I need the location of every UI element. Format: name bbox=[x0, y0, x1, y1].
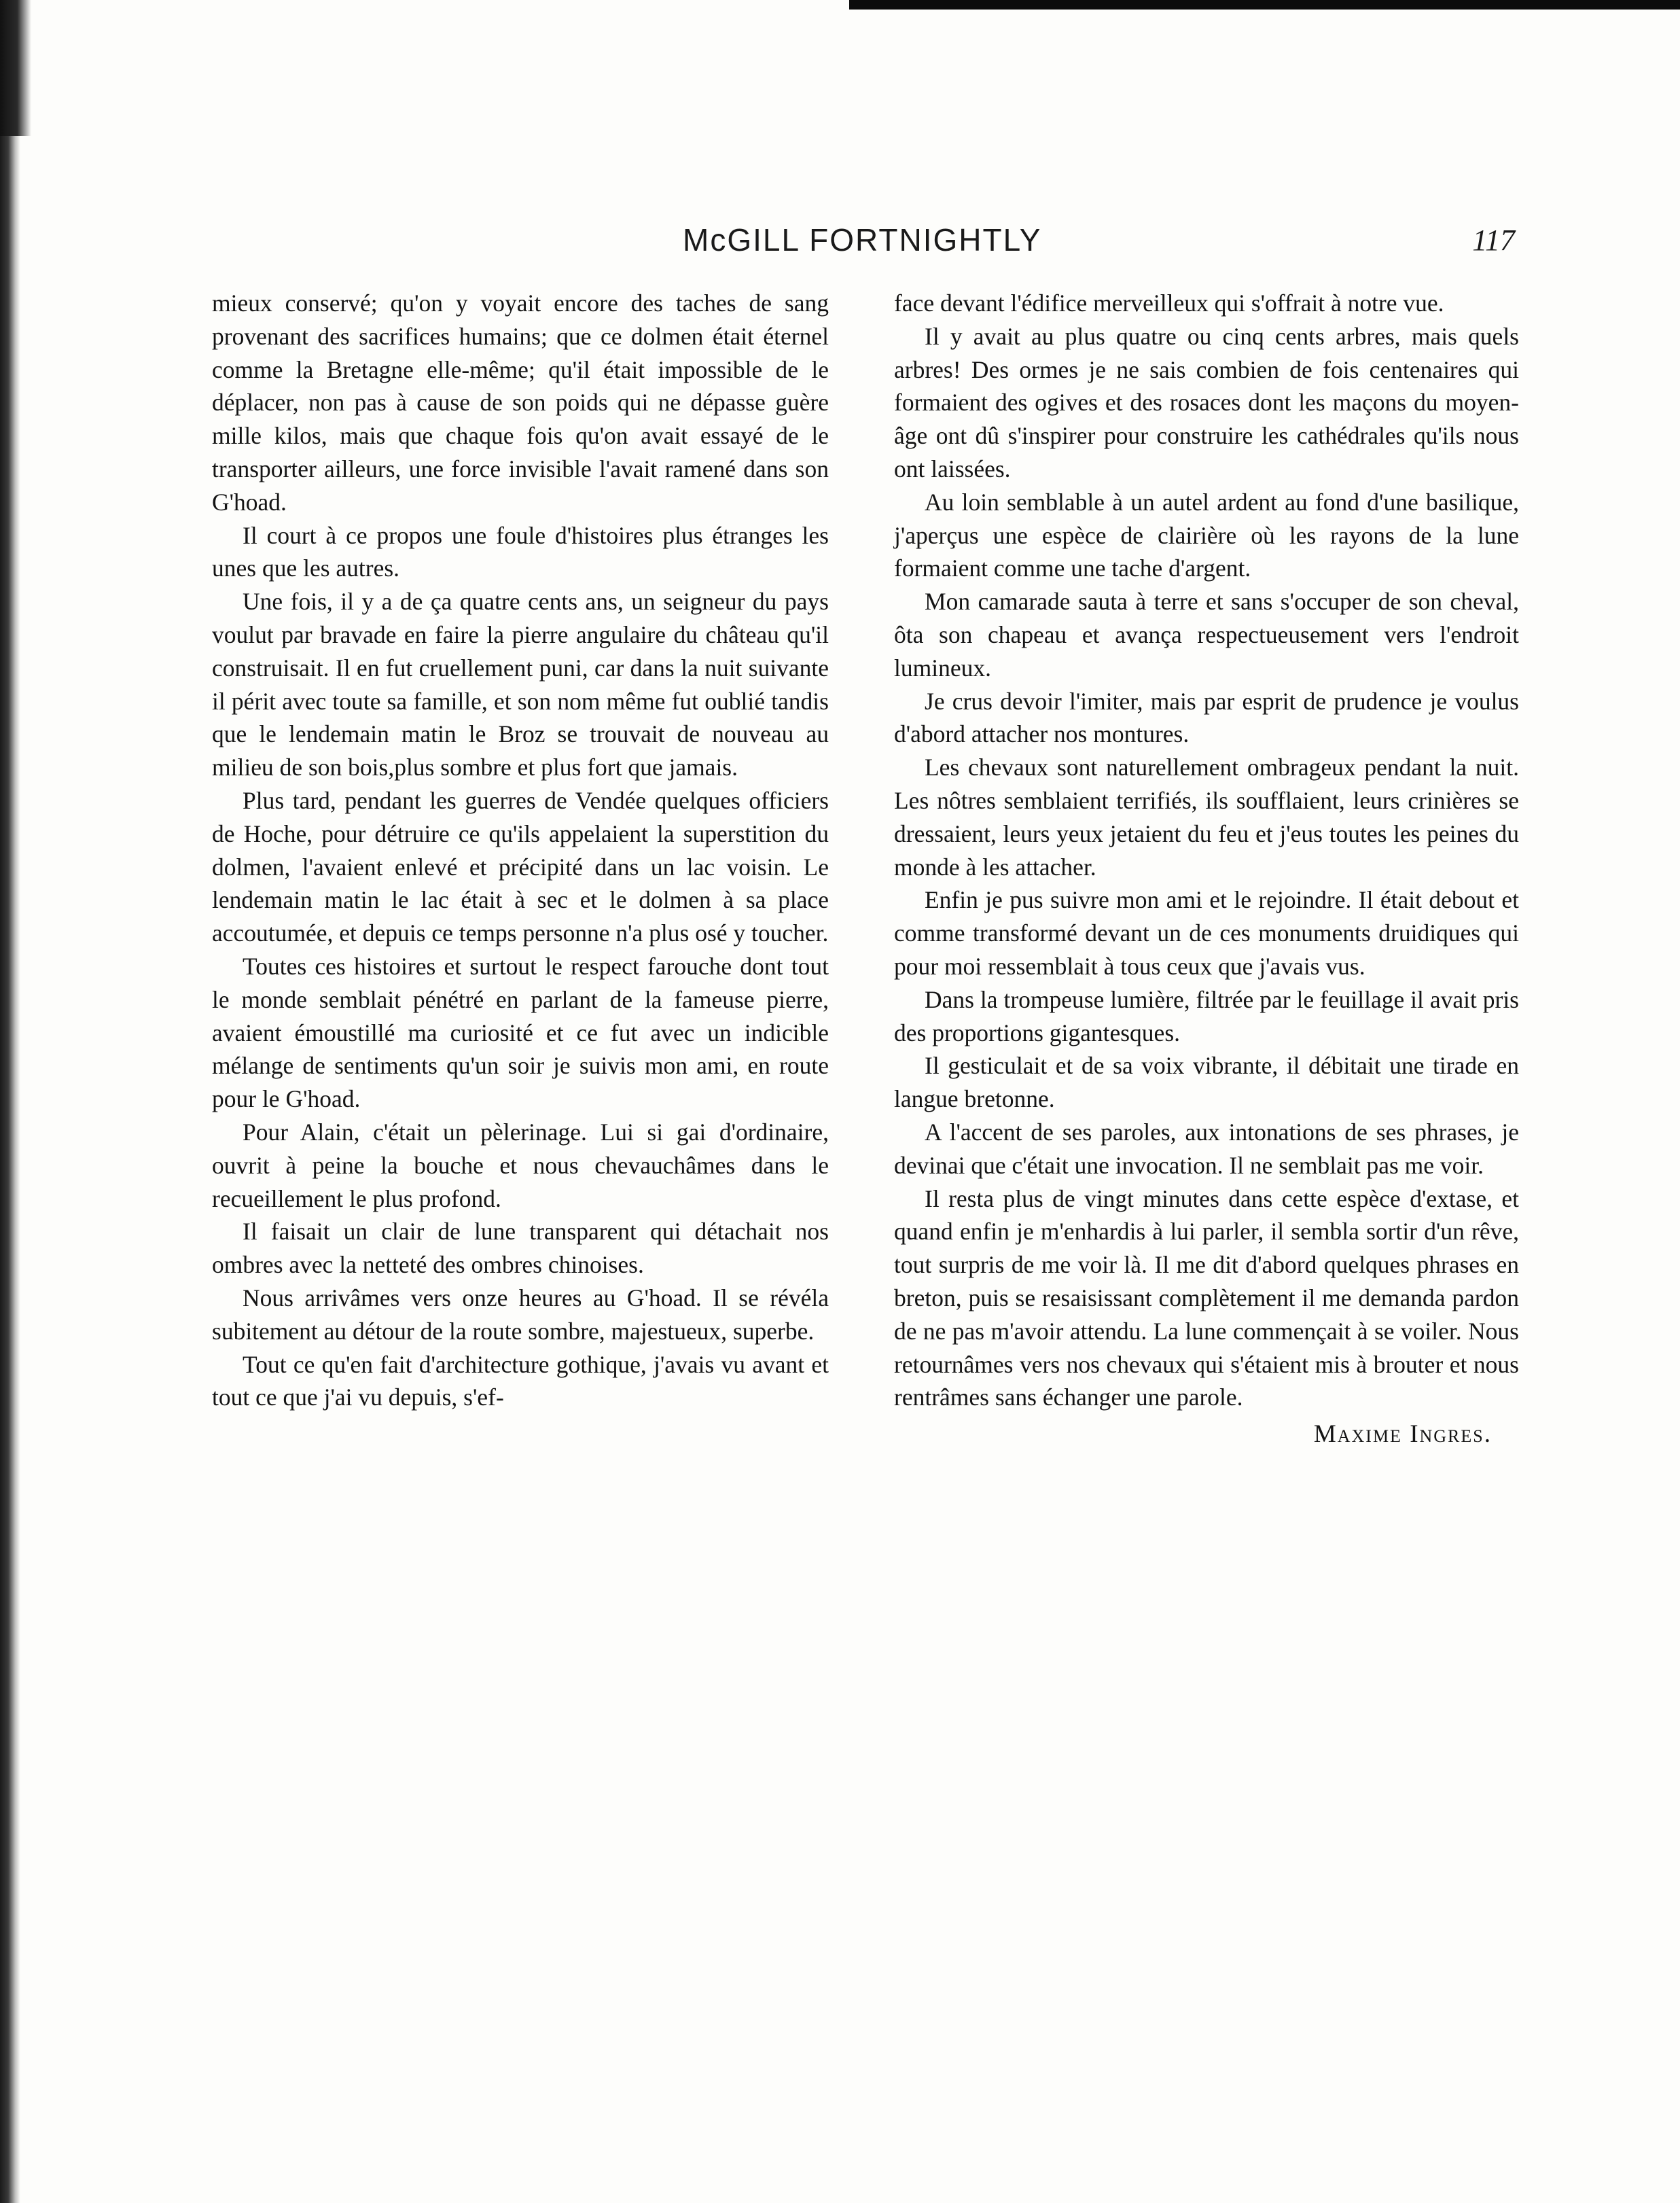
paragraph: Dans la trompeuse lumière, filtrée par le feuillage il avait pris des proportions gigantesques. bbox=[894, 985, 1519, 1046]
top-rule bbox=[849, 0, 1680, 10]
page-binding-edge bbox=[0, 0, 20, 2203]
page-header bbox=[204, 222, 1515, 262]
paragraph: face devant l'édifice merveilleux qui s'offrait à notre vue. bbox=[894, 289, 1444, 317]
paragraph: Tout ce qu'en fait d'architecture gothique, j'avais vu avant et tout ce que j'ai vu depuis, s'ef- bbox=[212, 1350, 829, 1411]
paragraph: Au loin semblable à un autel ardent au fond d'une basilique, j'aperçus une espèce de clairière où les rayons de la lune formaient comme une tache d'argent. bbox=[894, 488, 1519, 582]
paragraph: Toutes ces histoires et surtout le respect farouche dont tout le monde semblait pénétré en parlant de la fameuse pierre, avaient émoustillé ma curiosité et ce fut avec un indicible mélange de sentiments qu'un soir je suivis mon ami, en route pour le G'hoad. bbox=[212, 952, 829, 1113]
page-number: 117 bbox=[1472, 224, 1515, 257]
paragraph: Nous arrivâmes vers onze heures au G'hoad. Il se révéla subitement au détour de la route sombre, majestueux, superbe. bbox=[212, 1284, 829, 1345]
paragraph: mieux conservé; qu'on y voyait encore des taches de sang provenant des sacrifices humains; que ce dolmen était éternel comme la Bretagne elle-même; qu'il était impossible de le déplacer, non pas à cause de son poids qui ne dépasse guère mille kilos, mais que chaque fois qu'on avait essayé de le transporter ailleurs, une force invisible l'avait ramené dans son G'hoad. bbox=[212, 289, 829, 516]
paragraph: Il resta plus de vingt minutes dans cette espèce d'extase, et quand enfin je m'enhardis à lui parler, il sembla sortir d'un rêve, tout surpris de me voir là. Il me dit d'abord quelques phrases en breton, puis se resaisissant complètement il me demanda pardon de ne pas m'avoir attendu. La lune commençait à se voiler. Nous retournâmes vers nos chevaux qui s'étaient mis à brouter et nous rentrâmes sans échanger une parole. bbox=[894, 1184, 1519, 1411]
paragraph: Les chevaux sont naturellement ombrageux pendant la nuit. Les nôtres semblaient terrifiés, ils soufflaient, leurs crinières se dressaient, leurs yeux jetaient du feu et j'eus toutes les peines du monde à les attacher. bbox=[894, 754, 1519, 881]
left-column bbox=[212, 287, 829, 1414]
paragraph: A l'accent de ses paroles, aux intonations de ses phrases, je devinai que c'était une invocation. Il ne semblait pas me voir. bbox=[894, 1118, 1519, 1179]
paragraph: Enfin je pus suivre mon ami et le rejoindre. Il était debout et comme transformé devant un de ces monuments druidiques qui pour moi ressemblait à tous ceux que j'avais vus. bbox=[894, 886, 1519, 980]
running-title: McGILL FORTNIGHTLY bbox=[683, 222, 1042, 258]
paragraph: Une fois, il y a de ça quatre cents ans, un seigneur du pays voulut par bravade en faire la pierre angulaire du château qu'il construisait. Il en fut cruellement puni, car dans la nuit suivante il périt avec toute sa famille, et son nom même fut oublié tandis que le lendemain matin le Broz se trouvait de nouveau au milieu de son bois,plus sombre et plus fort que jamais. bbox=[212, 588, 829, 781]
paragraph: Il gesticulait et de sa voix vibrante, il débitait une tirade en langue bretonne. bbox=[894, 1052, 1519, 1113]
paragraph: Il faisait un clair de lune transparent qui détachait nos ombres avec la netteté des ombres chinoises. bbox=[212, 1218, 829, 1279]
paragraph: Il court à ce propos une foule d'histoires plus étranges les unes que les autres. bbox=[212, 521, 829, 582]
author-signature: Maxime Ingres. bbox=[1313, 1420, 1492, 1449]
right-column bbox=[894, 287, 1519, 1451]
paragraph: Plus tard, pendant les guerres de Vendée quelques officiers de Hoche, pour détruire ce qu'ils appelaient la superstition du dolmen, l'avaient enlevé et précipité dans un lac voisin. Le lendemain matin le lac était à sec et le dolmen à sa place accoutumée, et depuis ce temps personne n'a plus osé y toucher. bbox=[212, 786, 829, 947]
page-corner-shadow bbox=[0, 0, 31, 136]
paragraph: Il y avait au plus quatre ou cinq cents arbres, mais quels arbres! Des ormes je ne sais combien de fois centenaires qui formaient des ogives et des rosaces dont les maçons du moyen-âge ont dû s'inspirer pour construire les cathédrales qu'ils nous ont laissées. bbox=[894, 322, 1519, 482]
paragraph: Pour Alain, c'était un pèlerinage. Lui si gai d'ordinaire, ouvrit à peine la bouche et nous chevauchâmes dans le recueillement le plus profond. bbox=[212, 1118, 829, 1212]
paragraph: Je crus devoir l'imiter, mais par esprit de prudence je voulus d'abord attacher nos montures. bbox=[894, 687, 1519, 748]
paragraph: Mon camarade sauta à terre et sans s'occuper de son cheval, ôta son chapeau et avança respectueusement vers l'endroit lumineux. bbox=[894, 588, 1519, 682]
